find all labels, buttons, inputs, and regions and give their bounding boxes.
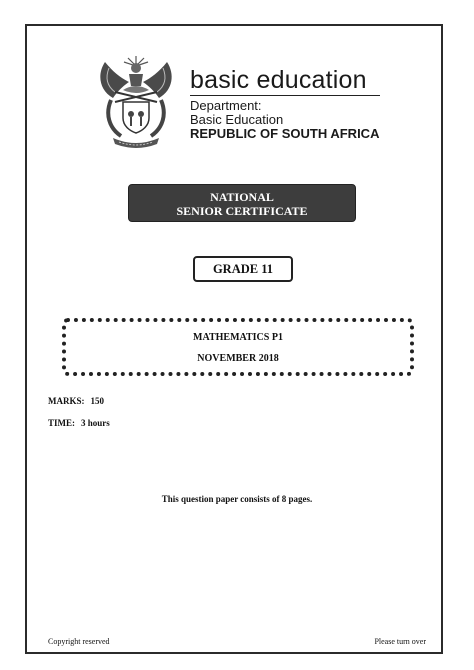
department-branding <box>190 66 380 141</box>
time-value: 3 hours <box>81 418 110 428</box>
page-count-note: This question paper consists of 8 pages. <box>161 494 313 504</box>
department-name: Basic Education <box>190 112 284 127</box>
time-info <box>48 418 110 428</box>
brand-name: basic education <box>190 66 367 94</box>
banner-line-2: SENIOR CERTIFICATE <box>176 204 308 218</box>
brand-divider <box>190 95 380 96</box>
south-africa-coat-of-arms-icon <box>95 52 177 148</box>
grade-label: GRADE 11 <box>193 256 293 282</box>
copyright-notice: Copyright reserved <box>48 637 110 646</box>
turn-over-notice: Please turn over <box>374 637 426 646</box>
time-label: TIME: <box>48 418 75 428</box>
marks-info <box>48 396 104 406</box>
subject-name: MATHEMATICS P1 <box>193 332 283 343</box>
country-name: REPUBLIC OF SOUTH AFRICA <box>190 126 380 141</box>
marks-label: MARKS: <box>48 396 85 406</box>
subject-box <box>62 318 414 376</box>
banner-line-1: NATIONAL <box>210 190 274 204</box>
certificate-banner <box>128 184 356 222</box>
marks-value: 150 <box>90 396 104 406</box>
exam-session: NOVEMBER 2018 <box>197 353 279 364</box>
department-label: Department: <box>190 98 262 113</box>
